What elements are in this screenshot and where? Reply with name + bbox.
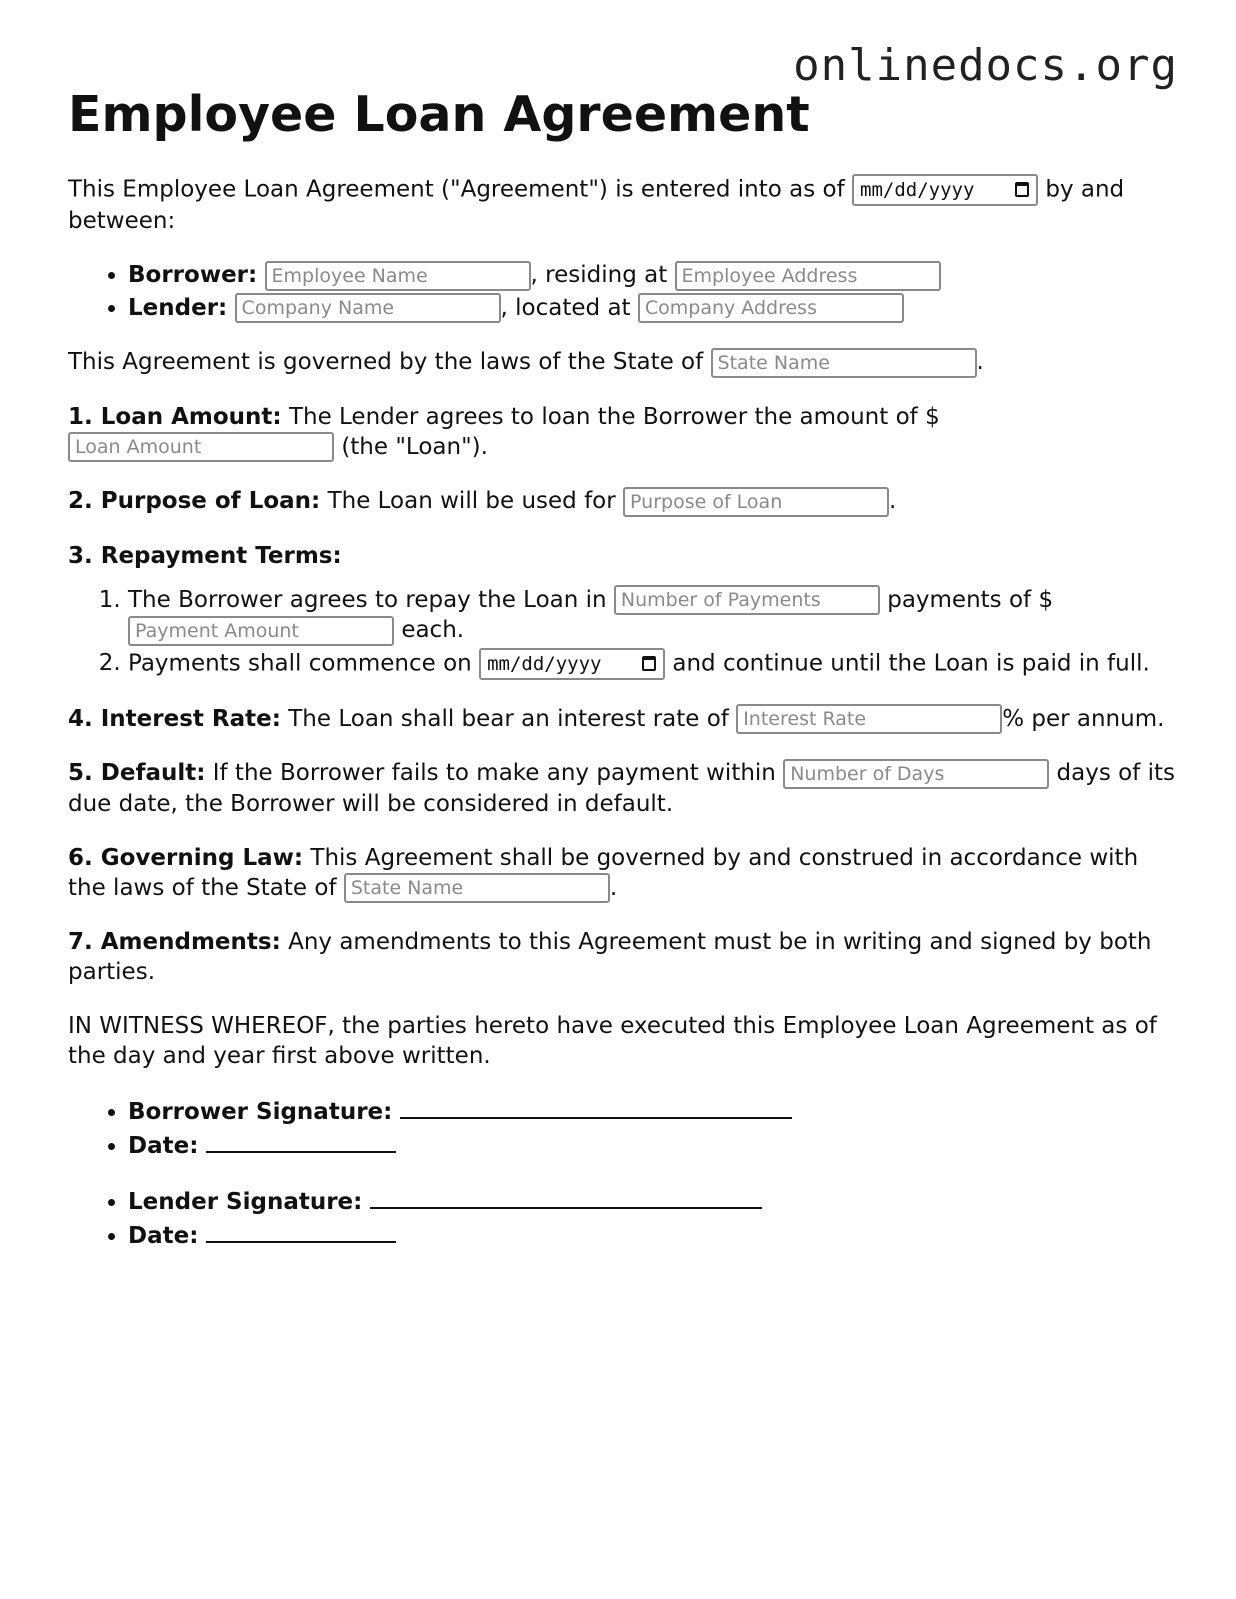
borrower-date-label: Date: bbox=[128, 1133, 199, 1159]
borrower-name-input[interactable] bbox=[265, 261, 531, 291]
page-title: Employee Loan Agreement bbox=[68, 86, 810, 143]
section-interest bbox=[68, 704, 1178, 735]
intro-text-after: by and between: bbox=[68, 176, 1125, 234]
intro-text: This Employee Loan Agreement ("Agreement") is entered into as of bbox=[68, 176, 845, 203]
governed-paragraph bbox=[68, 347, 1178, 378]
borrower-connector: , residing at bbox=[530, 262, 668, 288]
section-default bbox=[68, 758, 1178, 819]
section5-heading: 5. Default: bbox=[68, 760, 206, 786]
agreement-date-placeholder: mm/dd/yyyy bbox=[860, 179, 975, 201]
witness-paragraph: IN WITNESS WHEREOF, the parties hereto have executed this Employee Loan Agreement as of the day and year first above written. bbox=[68, 1013, 1157, 1069]
commencement-date-input[interactable] bbox=[479, 648, 665, 680]
section-purpose bbox=[68, 486, 1178, 517]
lender-signature-block bbox=[68, 1185, 1178, 1251]
borrower-date-line[interactable] bbox=[206, 1129, 396, 1153]
loan-amount-input[interactable] bbox=[68, 432, 334, 462]
borrower-signature-line[interactable] bbox=[400, 1095, 792, 1119]
commencement-date-placeholder: mm/dd/yyyy bbox=[487, 652, 602, 675]
agreement-date-input[interactable] bbox=[852, 174, 1038, 206]
document bbox=[68, 84, 1178, 1275]
governing-state-input[interactable] bbox=[711, 348, 977, 378]
section6-end: . bbox=[609, 874, 618, 901]
interest-rate-input[interactable] bbox=[736, 704, 1002, 734]
section4-heading: 4. Interest Rate: bbox=[68, 705, 281, 732]
calendar-icon[interactable] bbox=[1015, 182, 1029, 197]
section6-text: This Agreement shall be governed by and construed in accordance with the laws of the State of bbox=[68, 844, 1139, 901]
section4-text: The Loan shall bear an interest rate of bbox=[288, 705, 729, 732]
lender-address-input[interactable] bbox=[638, 293, 904, 323]
governed-end: . bbox=[976, 349, 984, 375]
purpose-input[interactable] bbox=[623, 487, 889, 517]
borrower-signature-item bbox=[128, 1095, 1178, 1127]
governed-text: This Agreement is governed by the laws of the State of bbox=[68, 349, 704, 375]
repayment-item-1 bbox=[128, 585, 1178, 646]
number-of-payments-input[interactable] bbox=[614, 585, 880, 615]
lender-signature-line[interactable] bbox=[370, 1185, 762, 1209]
watermark: onlinedocs.org bbox=[793, 40, 1178, 91]
intro-paragraph bbox=[68, 174, 1178, 236]
calendar-icon[interactable] bbox=[642, 656, 656, 671]
lender-signature-item bbox=[128, 1185, 1178, 1217]
repayment-item2-text: Payments shall commence on bbox=[128, 650, 472, 676]
section5-end: days of its due date, the Borrower will be considered in default. bbox=[68, 760, 1175, 817]
section2-heading: 2. Purpose of Loan: bbox=[68, 488, 321, 514]
number-of-days-input[interactable] bbox=[783, 759, 1049, 789]
lender-item bbox=[128, 293, 1178, 324]
borrower-label: Borrower: bbox=[128, 262, 258, 288]
repayment-list bbox=[68, 585, 1178, 680]
borrower-date-item bbox=[128, 1129, 1178, 1161]
section4-end: % per annum. bbox=[1002, 705, 1165, 732]
borrower-signature-block bbox=[68, 1095, 1178, 1161]
governing-law-state-input[interactable] bbox=[344, 873, 610, 903]
lender-signature-label: Lender Signature: bbox=[128, 1189, 363, 1215]
borrower-signature-label: Borrower Signature: bbox=[128, 1099, 393, 1125]
section1-heading: 1. Loan Amount: bbox=[68, 403, 282, 430]
repayment-item2-end: and continue until the Loan is paid in full. bbox=[672, 650, 1150, 676]
section7-heading: 7. Amendments: bbox=[68, 929, 281, 955]
section2-text: The Loan will be used for bbox=[327, 488, 616, 514]
repayment-item1-end: each. bbox=[401, 617, 465, 643]
payment-amount-input[interactable] bbox=[128, 616, 394, 646]
section6-heading: 6. Governing Law: bbox=[68, 844, 304, 871]
lender-label: Lender: bbox=[128, 294, 228, 321]
lender-connector: , located at bbox=[500, 294, 631, 321]
section-amendments bbox=[68, 927, 1178, 987]
section3-heading: 3. Repayment Terms: bbox=[68, 542, 342, 569]
repayment-item1-mid: payments of $ bbox=[887, 586, 1054, 613]
borrower-item bbox=[128, 260, 1178, 291]
section1-text: The Lender agrees to loan the Borrower the amount of $ bbox=[288, 403, 940, 430]
parties-list bbox=[68, 260, 1178, 323]
section7-text: Any amendments to this Agreement must be in writing and signed by both parties. bbox=[68, 929, 1152, 985]
lender-name-input[interactable] bbox=[235, 293, 501, 323]
repayment-item1-text: The Borrower agrees to repay the Loan in bbox=[128, 586, 607, 613]
section2-end: . bbox=[889, 488, 897, 514]
section-loan-amount bbox=[68, 402, 1178, 463]
section-repayment bbox=[68, 541, 1178, 571]
lender-date-label: Date: bbox=[128, 1223, 199, 1249]
section5-text: If the Borrower fails to make any payment within bbox=[212, 760, 776, 786]
borrower-address-input[interactable] bbox=[675, 261, 941, 291]
section1-text-after: (the "Loan"). bbox=[341, 433, 488, 460]
lender-date-line[interactable] bbox=[206, 1219, 396, 1243]
repayment-item-2 bbox=[128, 648, 1178, 680]
lender-date-item bbox=[128, 1219, 1178, 1251]
section-governing-law bbox=[68, 843, 1178, 904]
